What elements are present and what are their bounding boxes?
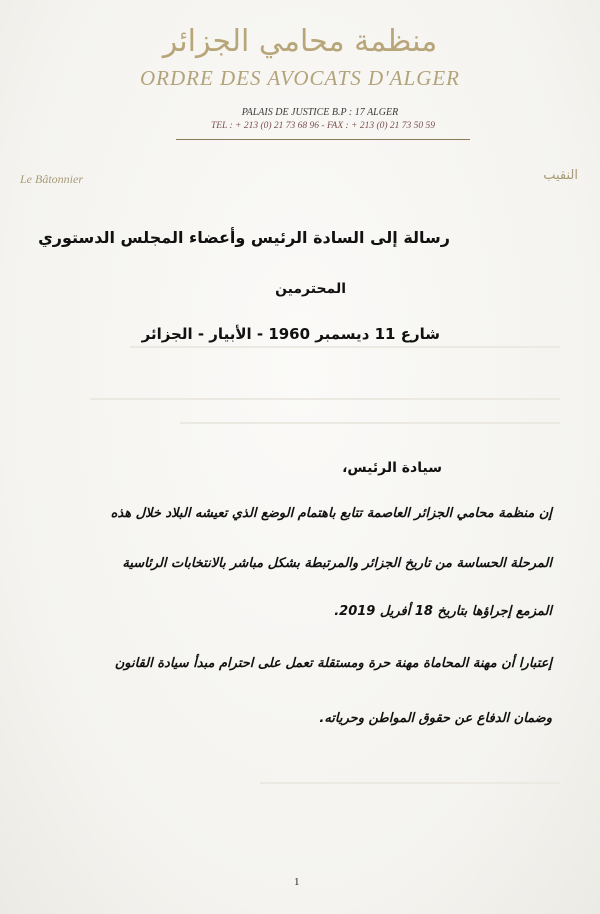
recipient-line: رسالة إلى السادة الرئيس وأعضاء المجلس الدستوري [38, 228, 450, 247]
org-address: PALAIS DE JUSTICE B.P : 17 ALGER [241, 107, 399, 118]
header-divider [176, 139, 470, 140]
paragraph-line: المرحلة الحساسة من تاريخ الجزائر والمرتبطة بشكل مباشر بالانتخابات الرئاسية [122, 556, 552, 571]
salutation: سيادة الرئيس، [342, 460, 442, 476]
bleed-through-line [180, 422, 560, 424]
page-number: 1 [294, 876, 300, 888]
paragraph-line: إعتبارا أن مهنة المحاماة مهنة حرة ومستقلة تعمل على احترام مبدأ سيادة القانون [114, 656, 552, 671]
batonnier-label: Le Bâtonnier [20, 172, 83, 186]
recipient-address: شارع 11 ديسمبر 1960 - الأبيار - الجزائر [141, 325, 440, 343]
org-contact: TEL : + 213 (0) 21 73 68 96 - FAX : + 213 (0) 21 73 50 59 [210, 121, 436, 131]
bleed-through-line [90, 398, 560, 400]
bleed-through-line [260, 782, 560, 784]
bleed-through-line [130, 346, 560, 348]
paragraph-line: إن منظمة محامي الجزائر العاصمة تتابع باهتمام الوضع الذي تعيشه البلاد خلال هذه [110, 506, 552, 521]
org-name-french: ORDRE DES AVOCATS D'ALGER [139, 66, 461, 90]
paragraph-line: المزمع إجراؤها بتاريخ 18 أفريل 2019. [334, 604, 552, 619]
naqib-label: النقيب [543, 168, 578, 183]
paragraph-line: وضمان الدفاع عن حقوق المواطن وحرياته. [319, 711, 552, 726]
org-name-arabic: منظمة محامي الجزائر [162, 24, 438, 59]
recipient-honorific: المحترمين [275, 281, 346, 297]
